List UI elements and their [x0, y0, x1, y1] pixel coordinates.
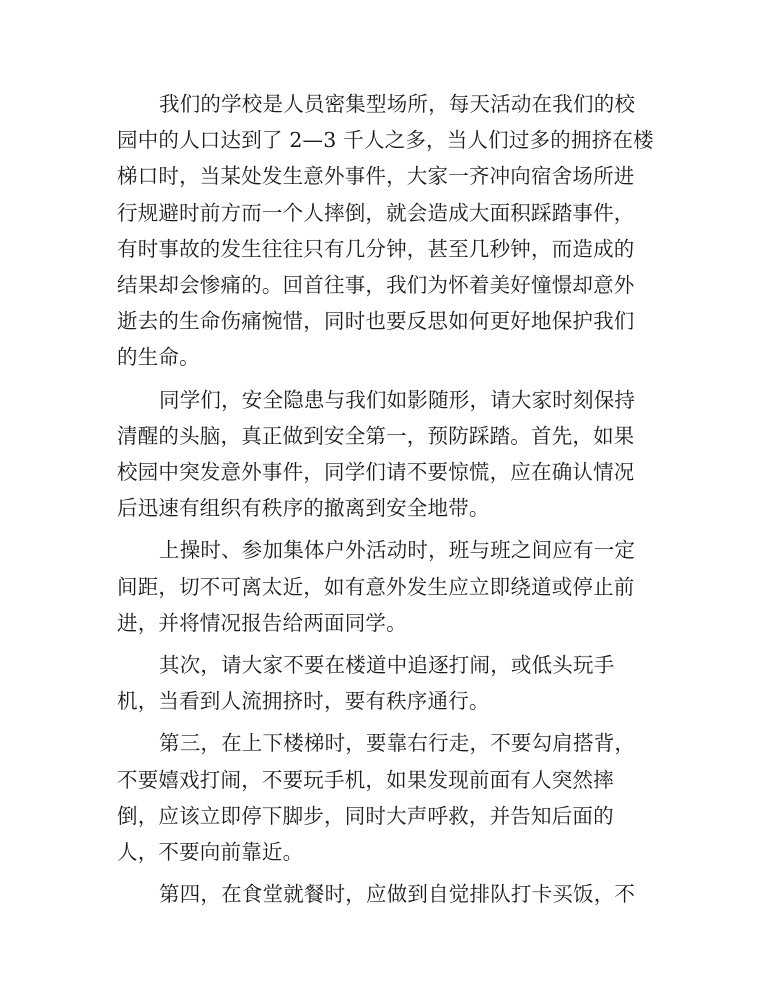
text-line: 其次，请大家不要在楼道中追逐打闹，或低头玩手	[159, 653, 615, 678]
text-line: 倒，应该立即停下脚步，同时大声呼救，并告知后面的	[117, 803, 614, 828]
text-line: 有时事故的发生往往只有几分钟，甚至几秒钟，而造成的	[117, 236, 635, 261]
text-line: 校园中突发意外事件，同学们请不要惊慌，应在确认情况	[117, 460, 635, 485]
text-line: 清醒的头脑，真正做到安全第一，预防踩踏。首先，如果	[117, 423, 635, 448]
text-line: 上操时、参加集体户外活动时，班与班之间应有一定	[159, 538, 636, 563]
paragraph-2	[117, 382, 647, 527]
paragraph-5	[117, 725, 647, 870]
text-line: 我们的学校是人员密集型场所，每天活动在我们的校	[159, 92, 636, 116]
text-line: 行规避时前方而一个人摔倒，就会造成大面积踩踏事件，	[117, 200, 635, 225]
paragraph-4	[117, 647, 647, 719]
text-line: 第三，在上下楼梯时，要靠右行走，不要勾肩搭背，	[159, 731, 636, 756]
paragraph-1	[117, 86, 654, 376]
text-line: 后迅速有组织有秩序的撤离到安全地带。	[117, 496, 490, 521]
text-line: 园中的人口达到了 2—3 千人之多，当人们过多的拥挤在楼	[117, 128, 654, 153]
document-body	[117, 86, 654, 912]
text-line: 间距，切不可离太近，如有意外发生应立即绕道或停止前	[117, 574, 635, 599]
text-line: 的生命。	[117, 345, 200, 370]
text-line: 第四，在食堂就餐时，应做到自觉排队打卡买饭，不	[159, 882, 636, 907]
text-line: 人，不要向前靠近。	[117, 840, 304, 865]
text-line: 进，并将情况报告给两面同学。	[117, 610, 407, 635]
text-line: 结果却会惨痛的。回首往事，我们为怀着美好憧憬却意外	[117, 273, 635, 298]
text-line: 逝去的生命伤痛惋惜，同时也要反思如何更好地保护我们	[117, 309, 635, 334]
paragraph-3	[117, 532, 647, 641]
paragraph-6	[117, 876, 647, 912]
text-line: 同学们，安全隐患与我们如影随形，请大家时刻保持	[159, 387, 636, 412]
text-line: 机，当看到人流拥挤时，要有秩序通行。	[117, 689, 490, 714]
text-line: 不要嬉戏打闹，不要玩手机，如果发现前面有人突然摔	[117, 767, 614, 792]
text-line: 梯口时，当某处发生意外事件，大家一齐冲向宿舍场所进	[117, 164, 635, 189]
